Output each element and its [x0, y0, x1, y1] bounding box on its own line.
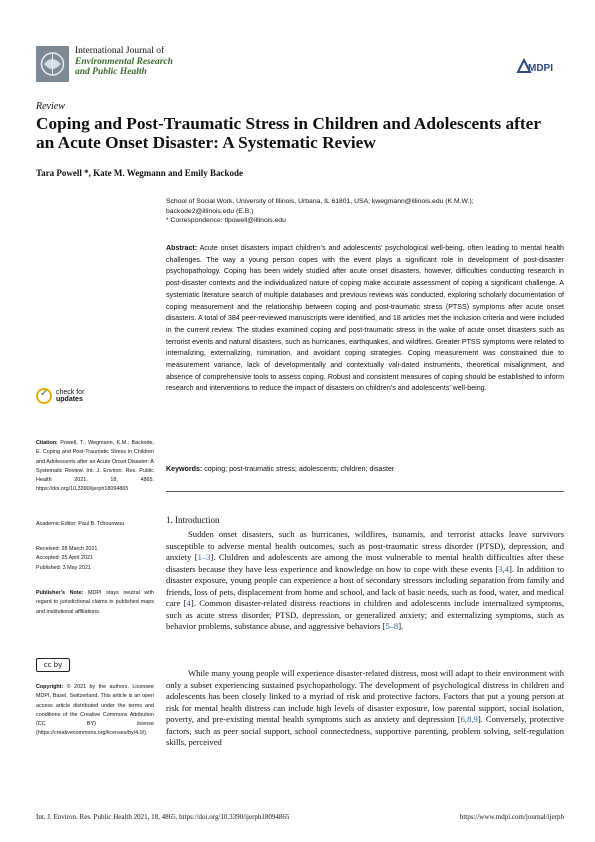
article-title: Coping and Post-Traumatic Stress in Children and Adolescents after an Acute Onset Disaster: A Systematic Review — [36, 114, 541, 152]
reference-link[interactable]: 3,4 — [498, 563, 509, 574]
body-paragraph-1 — [166, 529, 564, 633]
authors: Tara Powell *, Kate M. Wegmann and Emily Backode — [36, 168, 244, 178]
abstract — [166, 243, 564, 395]
mdpi-logo — [516, 56, 558, 76]
citation-label: Citation: — [36, 440, 58, 446]
academic-editor: Academic Editor: Paul B. Tchounwou — [36, 521, 125, 527]
copyright-text: © 2021 by the authors. Licensee MDPI, Basel, Switzerland. This article is an open access article distributed under the terms and conditions of the Creative Commons Attribution (CC BY) license (https://creativecommons.org/licenses/by/4.0/). — [36, 684, 155, 737]
published-date: Published: 3 May 2021 — [36, 564, 91, 571]
paragraph-text: ]. Conversely, protective factors, such as peer social support, school connectedness, supportive parenting, problem solving, self-regulation skills, perceived — [166, 714, 564, 747]
cc-license-text: cc by — [43, 661, 63, 669]
check-updates-icon — [36, 388, 52, 404]
keywords-text: coping; post-traumatic stress; adolescents; children; disaster — [204, 465, 395, 473]
reference-link[interactable]: 4 — [186, 598, 191, 608]
copyright-label: Copyright: — [36, 684, 64, 690]
citation — [36, 439, 154, 495]
accepted-date: Accepted: 25 April 2021 — [36, 555, 93, 562]
cc-license-icon[interactable] — [36, 658, 70, 672]
footer-journal-url[interactable]: https://www.mdpi.com/journal/ijerph — [459, 813, 564, 821]
publisher-note-label: Publisher’s Note: — [36, 590, 84, 596]
publication-dates — [36, 545, 154, 573]
paragraph-text: ]. Common disaster-related distress reactions in children and adolescents include internalized symptoms, such as acute stress disorder, PTSD, depression, or generalized anxiety; and externalizing symptoms, such as behavior problems, substance abuse, and aggressive behaviors [ — [166, 598, 564, 631]
paragraph-text: Sudden onset disasters, such as hurricanes, wildfires, tsunamis, and terrorist attacks leave survivors susceptible to adverse mental health outcomes, such as post-traumatic stress disorder (PTSD), depression, and anxiety [ — [166, 529, 564, 562]
check-updates-line1: check for — [56, 389, 85, 396]
paragraph-text: ]. In addition to disaster exposure, young people can experience a host of secondary stressors including separation from family and friends, loss of pets, displacement from home and school, and lack of basic needs, such as food, water, and medical care [ — [166, 563, 564, 608]
keywords-label: Keywords: — [166, 465, 203, 473]
keywords — [166, 464, 564, 474]
check-updates-text — [56, 389, 96, 403]
reference-link[interactable]: 5–8 — [385, 621, 399, 631]
section-heading-introduction: 1. Introduction — [166, 515, 220, 525]
abstract-label: Abstract: — [166, 244, 198, 252]
paragraph-text: While many young people will experience disaster-related distress, most will adapt to their environment with only a subset experiencing sustained psychopathology. The development of psychological distress in children and adolescents has been closely linked to a myriad of risk and protective factors. Factors that put a young person at risk for mental health distress can include high levels of disaster exposure, low parental support, social isolation, poverty, and pre-existing mental health symptoms such as anxiety and depression [ — [166, 668, 564, 724]
footer-citation: Int. J. Environ. Res. Public Health 2021, 18, 4865. https://doi.org/10.3390/ijerph18094865 — [36, 813, 290, 821]
journal-name-line3: and Public Health — [75, 67, 147, 77]
body-paragraph-2 — [166, 668, 564, 749]
mdpi-logo-text: MDPI — [528, 63, 553, 74]
affiliation — [166, 197, 566, 226]
reference-link[interactable]: 1–3 — [197, 552, 211, 562]
paragraph-text: ]. — [398, 621, 404, 631]
journal-logo-graphic — [36, 46, 69, 82]
section-divider — [166, 491, 564, 492]
abstract-text: Acute onset disasters impact children’s and adolescents’ psychological well-being, often leading to mental health challenges. The way a young person copes with the event plays a significant role in development of post-disaster psychopathology. Coping has been widely studied after acute onset disasters, however, difficulties conducting research in post-disaster contexts and the individualized nature of coping make accurate assessment of coping a significant challenge. A systematic literature search of multiple databases and previous reviews was conducted, exploring scholarly documentation of coping measurement and the relationship between coping and post-traumatic stress (PTSS) symptoms after acute onset disasters. A total of 384 peer-reviewed manuscripts were identified, and 18 articles met the inclusion criteria and were included in the current review. The studies examined coping and post-traumatic stress in the wake of acute onset disasters such as terrorist events and natural disasters, such as hurricanes, earthquakes, and wildfires. Greater PTSS symptoms were related to internalizing, externalizing, rumination, and avoidant coping strategies. Coping measurement was constrained due to measurement variance, lack of developmentally and contextually vali-dated instruments, theoretical misalignment, and absence of comprehensive tools to assess coping. Robust and consistent measures of coping should be established to inform research and interventions to reduce the impact of disasters on children’s and adolescents’ well-being. — [166, 244, 564, 393]
reference-link[interactable]: 6,8,9 — [460, 714, 478, 724]
citation-text: Powell, T.; Wegmann, K.M.; Backode, E. Coping and Post-Traumatic Stress in Children and Adolescents after an Acute Onset Disaster: A Systematic Review. Int. J. Environ. Res. Public Health 2021, 18, 4865. https://doi.org/10.3390/ijerph18094865 — [36, 440, 155, 493]
paragraph-text: ]. Children and adolescents are among the most vulnerable to mental health difficulties after these disasters because they have less experience and knowledge on how to cope with these events [ — [166, 552, 564, 574]
affiliation-line2: backode2@illinois.edu (E.B.) — [166, 207, 254, 215]
journal-name-line2: Environmental Research — [75, 56, 173, 67]
publisher-note-text: MDPI stays neutral with regard to jurisdictional claims in published maps and institutional affiliations. — [36, 590, 154, 615]
received-date: Received: 28 March 2021 — [36, 546, 98, 552]
article-type: Review — [36, 101, 65, 112]
copyright — [36, 683, 154, 739]
correspondence: * Correspondence: tlpowell@illinois.edu — [166, 217, 286, 224]
check-updates-line2: updates — [56, 396, 83, 403]
affiliation-line1: School of Social Work, University of Illinois, Urbana, IL 61801, USA; kwegmann@illinois.edu (K.M.W.); — [166, 198, 474, 205]
publisher-note — [36, 589, 154, 617]
mdpi-logo-graphic — [516, 56, 558, 76]
journal-name — [75, 46, 173, 78]
journal-logo — [36, 46, 69, 82]
journal-name-line1: International Journal of — [75, 46, 165, 56]
